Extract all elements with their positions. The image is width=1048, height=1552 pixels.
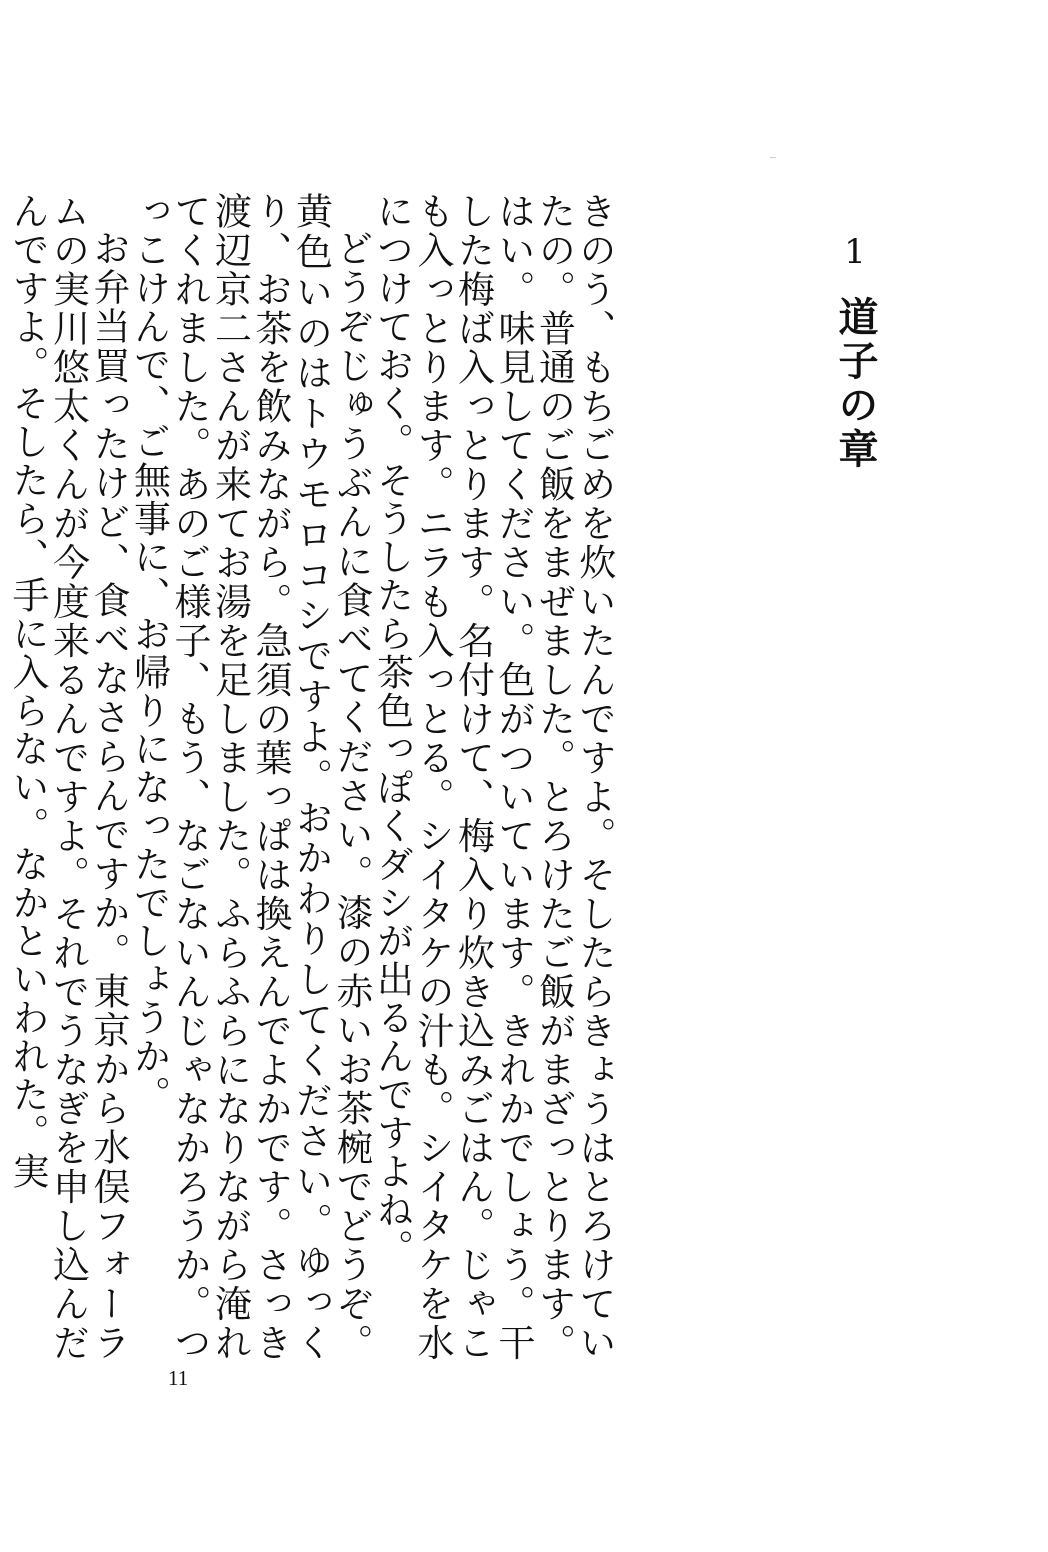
chapter-title: 道子の章 bbox=[832, 296, 879, 472]
body-text bbox=[6, 192, 616, 1362]
chapter-number: 1 bbox=[835, 232, 875, 272]
paragraph: どうぞじゅうぶんに食べてください。漆の赤いお茶椀でどうぞ。黄色いのはトウモロコシですよ。おかわりしてください。ゆっくり、お茶を飲みながら。急須の葉っぱは換えんでよかです。さっき渡辺京二さんが来てお湯を足しました。ふらふらになりながら淹れてくれました。あのご様子、もう、なごないんじゃなかろうか。つっこけんで、ご無事に、お帰りになったでしょうか。 bbox=[127, 192, 373, 1362]
paragraph: きのう、もちごめを炊いたんですよ。そしたらきょうはとろけていたの。普通のご飯をまぜました。とろけたご飯がまざっとります。はい。味見してください。色がついています。きれかでしょう。干した梅ば入っとります。名付けて、梅入り炊き込みごはん。じゃこも入っとります。ニラも入っとる。シイタケの汁も。シイタケを水につけておく。そうしたら茶色っぽくダシが出るんですよね。 bbox=[370, 192, 616, 1362]
scan-speck bbox=[770, 157, 776, 158]
paragraph: お弁当買ったけど、食べなさらんですか。東京から水俣フォーラムの実川悠太くんが今度来るんですよ。それでうなぎを申し込んだんですよ。そしたら、手に入らない。なかといわれた。実 bbox=[6, 192, 130, 1362]
page-number: 11 bbox=[168, 1366, 189, 1390]
